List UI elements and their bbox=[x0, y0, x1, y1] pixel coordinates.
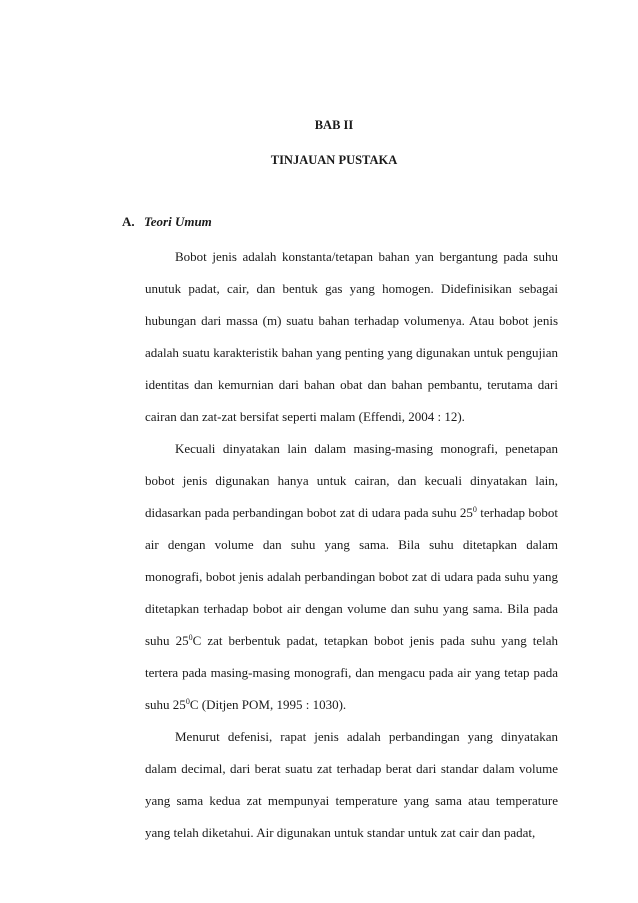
section-heading bbox=[122, 214, 212, 230]
paragraph-3: Menurut defenisi, rapat jenis adalah perbandingan yang dinyatakan dalam decimal, dari berat suatu zat terhadap berat dari standar dalam volume yang sama kedua zat mempunyai temperature yang sama atau temperature yang telah diketahui. Air digunakan untuk standar untuk zat cair dan padat, bbox=[145, 729, 558, 840]
paragraph-2-text-c: C zat berbentuk padat, tetapkan bobot jenis pada suhu yang telah tertera pada masing-masing monografi, dan mengacu pada air yang tetap pada suhu 25 bbox=[145, 633, 559, 712]
paragraph-2-text-d: C (Ditjen POM, 1995 : 1030). bbox=[189, 697, 347, 712]
paragraph-1: Bobot jenis adalah konstanta/tetapan bahan yan bergantung pada suhu unutuk padat, cair, dan bentuk gas yang homogen. Didefinisikan sebagai hubungan dari massa (m) suatu bahan terhadap volumenya. Atau bobot jenis adalah suatu karakteristik bahan yang penting yang digunakan untuk pengujian identitas dan kemurnian dari bahan obat dan bahan pembantu, terutama dari cairan dan zat-zat bersifat seperti malam (Effendi, 2004 : 12). bbox=[145, 249, 558, 424]
degree-superscript: 0 bbox=[472, 505, 477, 514]
paragraph-2 bbox=[145, 433, 558, 721]
chapter-title: TINJAUAN PUSTAKA bbox=[270, 153, 398, 167]
body-text bbox=[145, 241, 558, 849]
section-title: Teori Umum bbox=[144, 214, 212, 229]
section-letter: A. bbox=[122, 214, 135, 229]
paragraph-2-text-b: terhadap bobot air dengan volume dan suhu yang sama. Bila suhu ditetapkan dalam monografi, bobot jenis adalah perbandingan bobot zat di udara pada suhu yang ditetapkan terhadap bobot air dengan volume dan suhu yang sama. Bila pada suhu 25 bbox=[145, 505, 558, 648]
degree-superscript: 0 bbox=[188, 633, 193, 642]
chapter-number: BAB II bbox=[314, 118, 354, 132]
degree-superscript: 0 bbox=[185, 697, 190, 706]
paragraph-2-text-a: Kecuali dinyatakan lain dalam masing-masing monografi, penetapan bobot jenis digunakan hanya untuk cairan, dan kecuali dinyatakan lain, didasarkan pada perbandingan bobot zat di udara pada suhu 25 bbox=[145, 441, 558, 520]
